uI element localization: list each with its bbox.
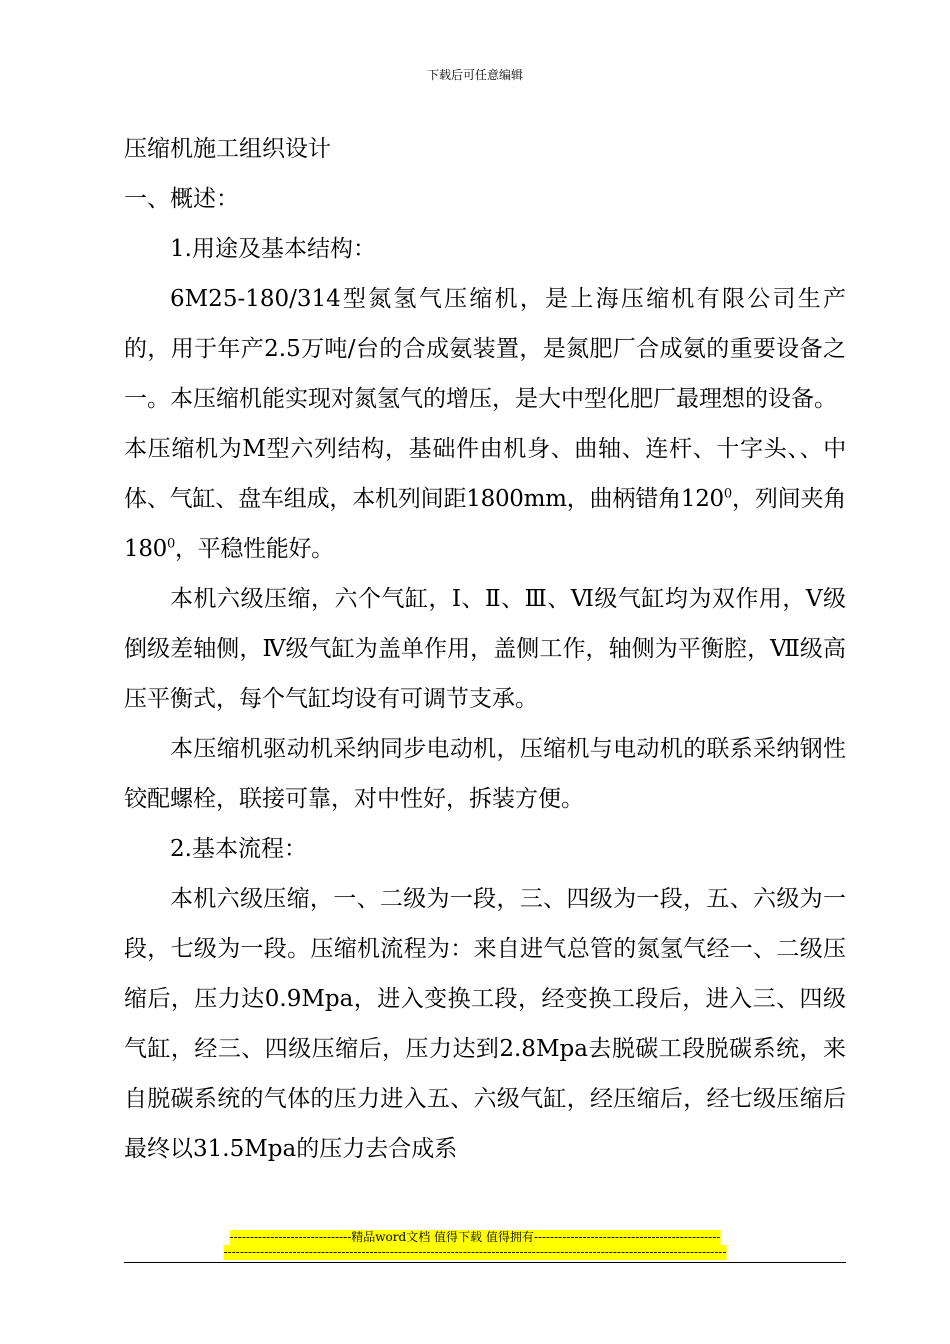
subsection-heading-flow: 2.基本流程： [170,836,307,862]
paragraph-cylinders: 本机六级压缩，六个气缸，Ⅰ、Ⅱ、Ⅲ、Ⅵ级气缸均为双作用，V级倒级差轴侧，Ⅳ级气缸为盖单作用，盖侧工作，轴侧为平衡腔，Ⅶ级高压平衡式，每个气缸均设有可调节支承。 [124,586,846,712]
footer-banner-line-1: ------------------------------精品word文档 值得下载 值得拥有---------------------------------------------- [229,1230,721,1244]
section-heading-overview: 一、概述： [124,186,239,212]
subsection-heading-purpose: 1.用途及基本结构： [170,236,376,262]
degree-superscript-1: 0 [723,486,732,502]
footer-banner-line-2: ---------------------------------------------------------------------------------------------------------------------------- [223,1245,727,1259]
paragraph-structure-text-b: ，列间夹角180 [124,486,846,562]
degree-superscript-2: 0 [167,536,175,552]
footer-divider [124,1262,846,1263]
paragraph-flow: 本机六级压缩，一、二级为一段，三、四级为一段，五、六级为一段，七级为一段。压缩机流程为：来自进气总管的氮氢气经一、二级压缩后，压力达0.9Mpa，进入变换工段，经变换工段后，进入三、四级气缸，经三、四级压缩后，压力达到2.8Mpa去脱碳工段脱碳系统，来自脱碳系统的气体的压力进入五、六级气缸，经压缩后，经七级压缩后最终以31.5Mpa的压力去合成系 [124,886,846,1162]
paragraph-structure-text-a: 本压缩机为M型六列结构，基础件由机身、曲轴、连杆、十字头、、中体、气缸、盘车组成，本机列间距1800mm，曲柄错角120 [124,436,846,512]
paragraph-structure-text-c: ，平稳性能好。 [174,536,334,562]
page-header: 下载后可任意编辑 [426,68,523,82]
document-title: 压缩机施工组织设计 [124,136,331,162]
paragraph-purpose: 6M25-180/314型氮氢气压缩机，是上海压缩机有限公司生产的，用于年产2.5万吨/台的合成氨装置，是氮肥厂合成氨的重要设备之一。本压缩机能实现对氮氢气的增压，是大中型化肥厂最理想的设备。 [124,286,846,412]
paragraph-structure [124,424,846,574]
document-body [124,124,846,1174]
paragraph-drive: 本压缩机驱动机采纳同步电动机，压缩机与电动机的联系采纳钢性铰配螺栓，联接可靠，对中性好，拆装方便。 [124,736,846,812]
